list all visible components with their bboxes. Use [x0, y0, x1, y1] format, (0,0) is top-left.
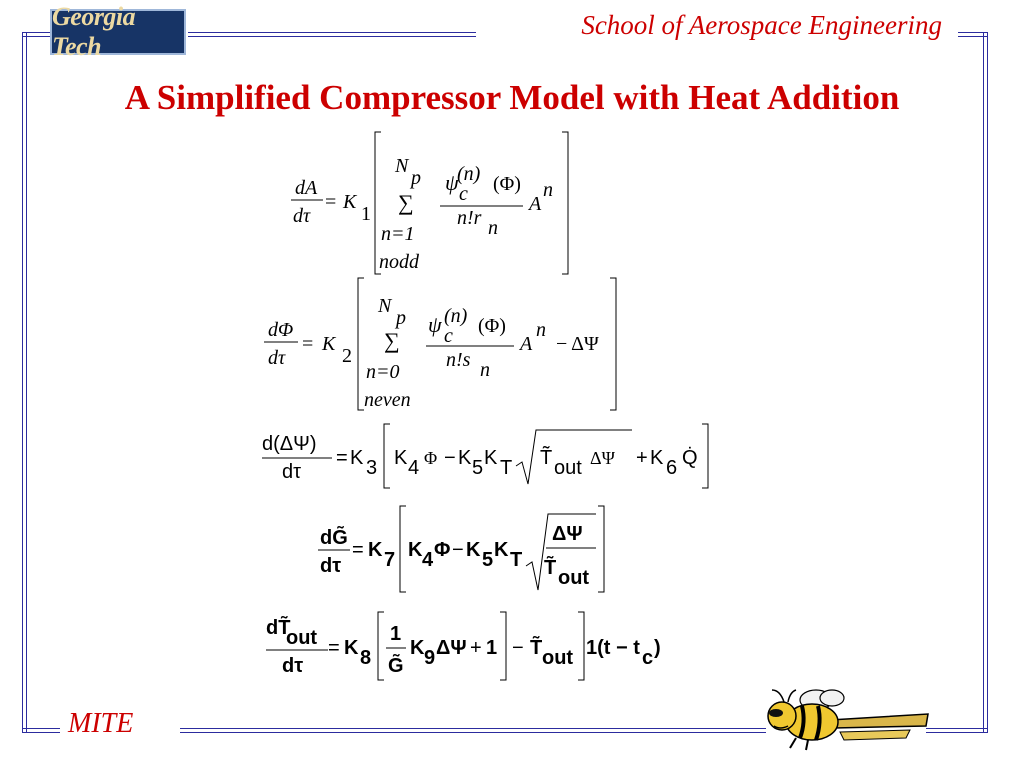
eq2-sum-top: N [378, 295, 392, 317]
eq3-equals: = [336, 447, 348, 469]
eq2-sum-from: n=0 [366, 361, 400, 383]
eq5-inner-bracket [500, 612, 506, 680]
eq1-psi-sub: c [459, 183, 468, 205]
eq1-psi: ψ [445, 170, 459, 195]
eq2-term-sup: n [536, 319, 546, 341]
eq5-one: 1 [390, 623, 402, 645]
yellow-jacket-mascot-icon [760, 686, 930, 752]
eq3-minus: − [444, 447, 456, 469]
frame-right [983, 32, 988, 732]
eq4-k7-sub: 7 [384, 549, 396, 571]
eq1-term: A [529, 193, 542, 215]
frame-left [22, 32, 27, 732]
eq2-sum-symbol: ∑ [384, 328, 400, 353]
eq3-k3-sub: 3 [366, 457, 378, 479]
eq3-lhs-num: d(ΔΨ) [262, 433, 317, 455]
eq1-sum-top-sub: p [411, 167, 421, 189]
eq5-right-bracket [578, 612, 584, 680]
eq2-tail: − ΔΨ [556, 333, 599, 355]
eq2-coef: K [322, 333, 336, 355]
eq5-one-b: 1 [486, 637, 498, 659]
eq5-tout: T̃ [530, 637, 543, 659]
eq4-phi: Φ [434, 539, 451, 561]
school-name: School of Aerospace Engineering [581, 10, 942, 40]
eq3-k6: K [650, 447, 664, 469]
eq5-lhs-den: dτ [282, 655, 304, 677]
eq4-minus: − [452, 539, 464, 561]
eq1-right-bracket [562, 132, 568, 274]
eq5-step-sub: c [642, 647, 654, 669]
eq4-k5-sub: 5 [482, 549, 494, 571]
eq1-sum-symbol: ∑ [398, 190, 414, 215]
eq1-term-sup: n [543, 179, 553, 201]
eq5-k8-sub: 8 [360, 647, 372, 669]
eq5-step: 1(t − t [586, 637, 640, 659]
eq4-right-bracket [598, 506, 604, 592]
eq3-plus: + [636, 447, 648, 469]
eq1-sum-cond: nodd [379, 251, 419, 273]
eq2-coef-sub: 2 [342, 345, 352, 367]
eq5-k9-sub: 9 [424, 647, 436, 669]
eq4-k4-sub: 4 [422, 549, 434, 571]
eq2-sum-cond: neven [364, 389, 411, 411]
eq3-dpsi: ΔΨ [590, 448, 615, 468]
frame-bottom-left [22, 728, 60, 733]
eq1-equals: = [325, 191, 337, 213]
eq1-coef: K [343, 191, 357, 213]
eq3-phi: Φ [424, 448, 438, 468]
eq5-dpsi: ΔΨ [436, 637, 467, 659]
eq5-step-close: ) [654, 637, 661, 659]
logo-text: Georgia Tech [52, 2, 136, 61]
eq3-lhs-den: dτ [282, 461, 302, 483]
eq3-left-bracket [384, 424, 390, 488]
eq2-sum-top-sub: p [396, 307, 406, 329]
eq2-term: A [520, 333, 533, 355]
eq1-sum-from: n=1 [381, 223, 415, 245]
eq2-right-bracket [610, 278, 616, 410]
eq4-lhs-num: dG̃ [320, 527, 348, 549]
eq1-coef-sub: 1 [361, 203, 371, 225]
eq2-psi: ψ [428, 312, 442, 337]
eq1-psi-sup: (n) [457, 163, 481, 185]
equation-5 [264, 606, 684, 686]
eq1-den-sub: n [488, 217, 498, 239]
equation-1 [285, 128, 585, 276]
eq2-equals: = [302, 333, 314, 355]
eq2-den: n!s [446, 349, 471, 371]
eq5-lhs-num-sub: out [286, 627, 318, 649]
equation-3 [258, 422, 718, 492]
eq3-right-bracket [702, 424, 708, 488]
eq5-left-bracket [378, 612, 384, 680]
georgia-tech-logo [50, 2, 186, 61]
slide-title: A Simplified Compressor Model with Heat Addition [124, 78, 900, 117]
frame-bottom-right [926, 728, 988, 733]
eq5-tout-sub: out [542, 647, 574, 669]
eq3-k3: K [350, 447, 364, 469]
eq2-arg: (Φ) [478, 315, 506, 337]
eq2-lhs-num: dΦ [268, 319, 294, 341]
eq4-frac-num: ΔΨ [552, 523, 583, 545]
eq3-kt: K [484, 447, 498, 469]
eq4-frac-den-sub: out [558, 567, 590, 589]
eq3-kt-sub: T [500, 457, 513, 479]
eq2-den-sub: n [480, 359, 490, 381]
eq5-k8: K [344, 637, 359, 659]
eq2-lhs-den: dτ [268, 347, 286, 369]
eq3-k5-sub: 5 [472, 457, 484, 479]
eq3-tout-sub: out [554, 457, 582, 479]
eq1-lhs-num: dA [295, 177, 318, 199]
eq4-kt-sub: T [510, 549, 523, 571]
eq1-den: n!r [457, 207, 482, 229]
eq5-equals: = [328, 637, 340, 659]
frame-bottom-mid [180, 728, 766, 733]
footer-label: MITE [68, 708, 134, 739]
eq5-k9: K [410, 637, 425, 659]
eq4-k4: K [408, 539, 423, 561]
eq5-lhs-num: dT̃ [266, 617, 291, 639]
eq3-qdot: Q̇ [682, 447, 698, 469]
frame-top-mid [188, 32, 476, 37]
equation-2 [258, 276, 628, 414]
eq3-tout: T̃ [540, 447, 553, 469]
eq2-psi-sub: c [444, 325, 453, 347]
eq4-equals: = [352, 539, 364, 561]
eq3-k6-sub: 6 [666, 457, 678, 479]
eq5-gt: G̃ [388, 655, 404, 677]
eq3-k4: K [394, 447, 408, 469]
eq3-k4-sub: 4 [408, 457, 420, 479]
eq4-k5: K [466, 539, 481, 561]
eq4-kt: K [494, 539, 509, 561]
equation-4 [316, 504, 616, 596]
eq4-k7: K [368, 539, 383, 561]
eq4-frac-den: T̃ [544, 557, 557, 579]
eq3-k5: K [458, 447, 472, 469]
eq1-lhs-den: dτ [293, 205, 311, 227]
eq5-plus: + [470, 637, 482, 659]
eq4-lhs-den: dτ [320, 555, 342, 577]
eq5-minus: − [512, 637, 524, 659]
eq2-psi-sup: (n) [444, 305, 468, 327]
eq1-arg: (Φ) [493, 173, 521, 195]
eq4-left-bracket [400, 506, 406, 592]
eq1-sum-top: N [395, 155, 409, 177]
